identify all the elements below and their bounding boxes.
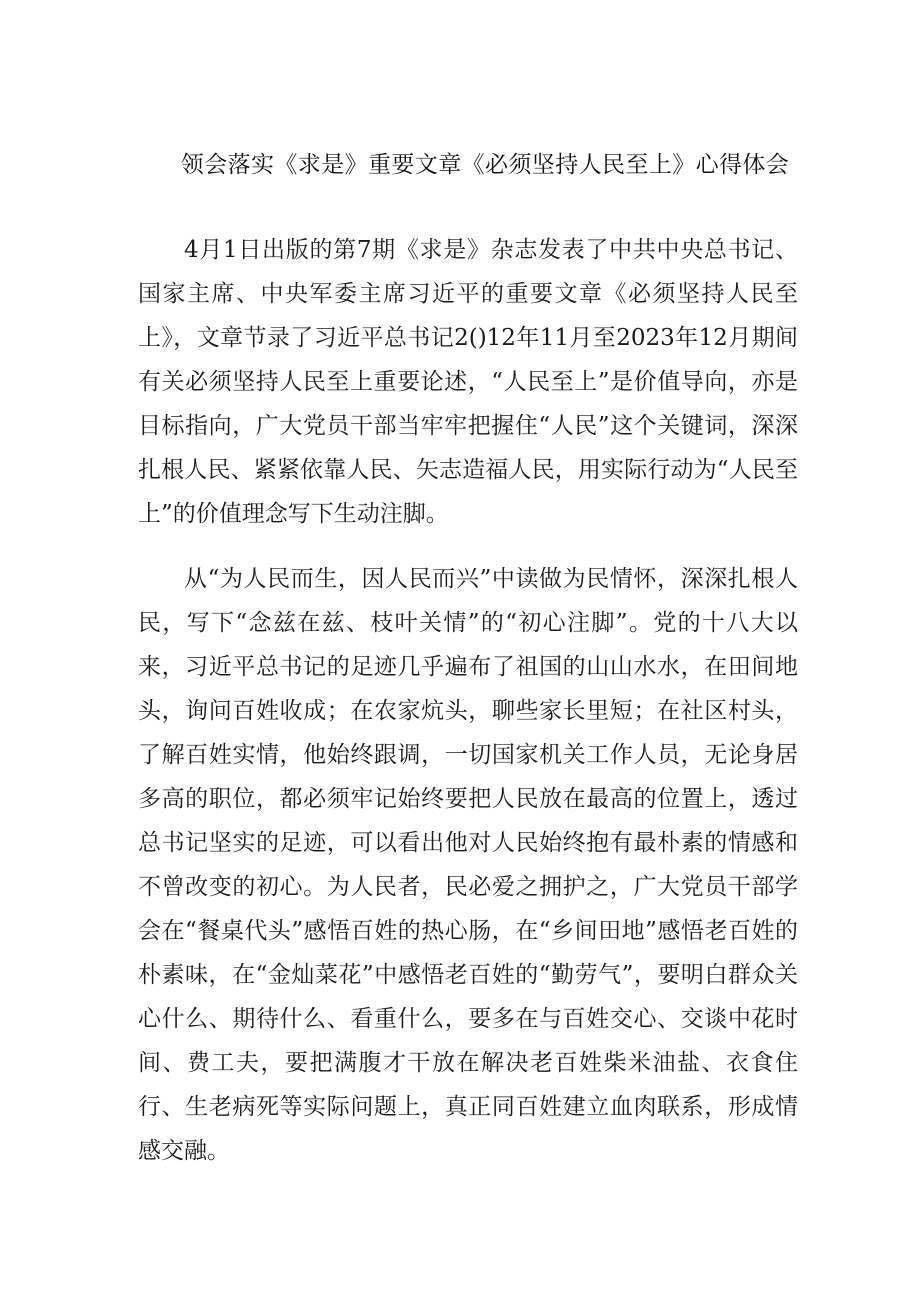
paragraph-1: 4月1日出版的第7期《求是》杂志发表了中共中央总书记、国家主席、中央军委主席习近平的重要文章《必须坚持人民至上》，文章节录了习近平总书记2()12年11月至2023年12月期间有关必须坚持人民至上重要论述，“人民至上”是价值导向，亦是目标指向，广大党员干部当牢牢把握住“人民”这个关键词，深深扎根人民、紧紧依靠人民、矢志造福人民，用实际行动为“人民至上”的价值理念写下生动注脚。 [138, 237, 798, 527]
document-title: 领会落实《求是》重要文章《必须坚持人民至上》心得体会 [180, 152, 790, 178]
paragraph-2: 从“为人民而生，因人民而兴”中读做为民情怀，深深扎根人民，写下“念兹在兹、枝叶关情”的“初心注脚”。党的十八大以来，习近平总书记的足迹几乎遍布了祖国的山山水水，在田间地头，询问百姓收成；在农家炕头，聊些家长里短；在社区村头，了解百姓实情，他始终跟调，一切国家机关工作人员，无论身居多高的职位，都必须牢记始终要把人民放在最高的位置上，透过总书记坚实的足迹，可以看出他对人民始终抱有最朴素的情感和不曾改变的初心。为人民者，民必爱之拥护之，广大党员干部学会在“餐桌代头”感悟百姓的热心肠，在“乡间田地”感悟老百姓的朴素味，在“金灿菜花”中感悟老百姓的“勤劳气”，要明白群众关心什么、期待什么、看重什么，要多在与百姓交心、交谈中花时间、费工夫，要把满腹才干放在解决老百姓柴米油盐、衣食住行、生老病死等实际问题上，真正同百姓建立血肉联系，形成情感交融。 [138, 566, 798, 1164]
